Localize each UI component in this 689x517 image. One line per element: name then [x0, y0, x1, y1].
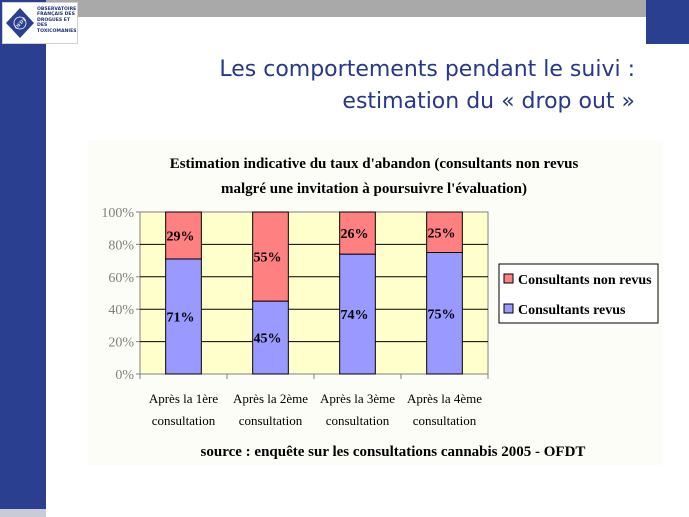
- chart-title-line2: malgré une invitation à poursuivre l'évaluation): [221, 181, 527, 197]
- data-label-non-revus: 29%: [166, 229, 195, 245]
- x-tick-label: consultation: [325, 413, 390, 428]
- y-tick-label: 80%: [108, 238, 134, 254]
- x-tick-label: consultation: [238, 413, 303, 428]
- legend-swatch-non-revus: [504, 274, 513, 283]
- x-tick-label: Après la 2ème: [232, 391, 309, 406]
- y-tick-label: 0%: [115, 368, 134, 383]
- y-tick-label: 40%: [108, 303, 134, 319]
- data-label-revus: 71%: [166, 310, 195, 326]
- legend-label-revus: Consultants revus: [518, 303, 626, 318]
- x-tick-label: Après la 3ème: [319, 391, 396, 406]
- data-label-revus: 74%: [340, 308, 369, 324]
- slide-title-line1: Les comportements pendant le suivi :: [219, 57, 635, 82]
- data-label-non-revus: 55%: [253, 250, 282, 266]
- chart-title-line1: Estimation indicative du taux d'abandon (consultants non revus: [169, 156, 579, 172]
- legend: [499, 264, 658, 323]
- x-tick-label: consultation: [412, 413, 477, 428]
- legend-swatch-revus: [504, 304, 513, 313]
- y-tick-label: 20%: [108, 335, 134, 351]
- x-tick-label: Après la 4ème: [406, 391, 483, 406]
- chart-source: source : enquête sur les consultations cannabis 2005 - OFDT: [200, 444, 586, 460]
- logo-text: OBSERVATOIRE FRANÇAIS DES DROGUES ET DES TOXICOMANIES: [37, 7, 77, 34]
- data-label-non-revus: 25%: [427, 226, 456, 242]
- data-label-revus: 75%: [427, 307, 456, 323]
- slide-title-line2: estimation du « drop out »: [342, 89, 635, 114]
- data-label-non-revus: 26%: [340, 227, 369, 243]
- y-tick-label: 60%: [108, 270, 134, 286]
- x-tick-label: consultation: [151, 413, 216, 428]
- y-tick-label: 100%: [101, 206, 134, 221]
- legend-label-non-revus: Consultants non revus: [518, 273, 652, 288]
- logo-mark-text: OFDT: [14, 17, 28, 31]
- x-tick-label: Après la 1ère: [148, 391, 219, 406]
- data-label-revus: 45%: [253, 331, 282, 347]
